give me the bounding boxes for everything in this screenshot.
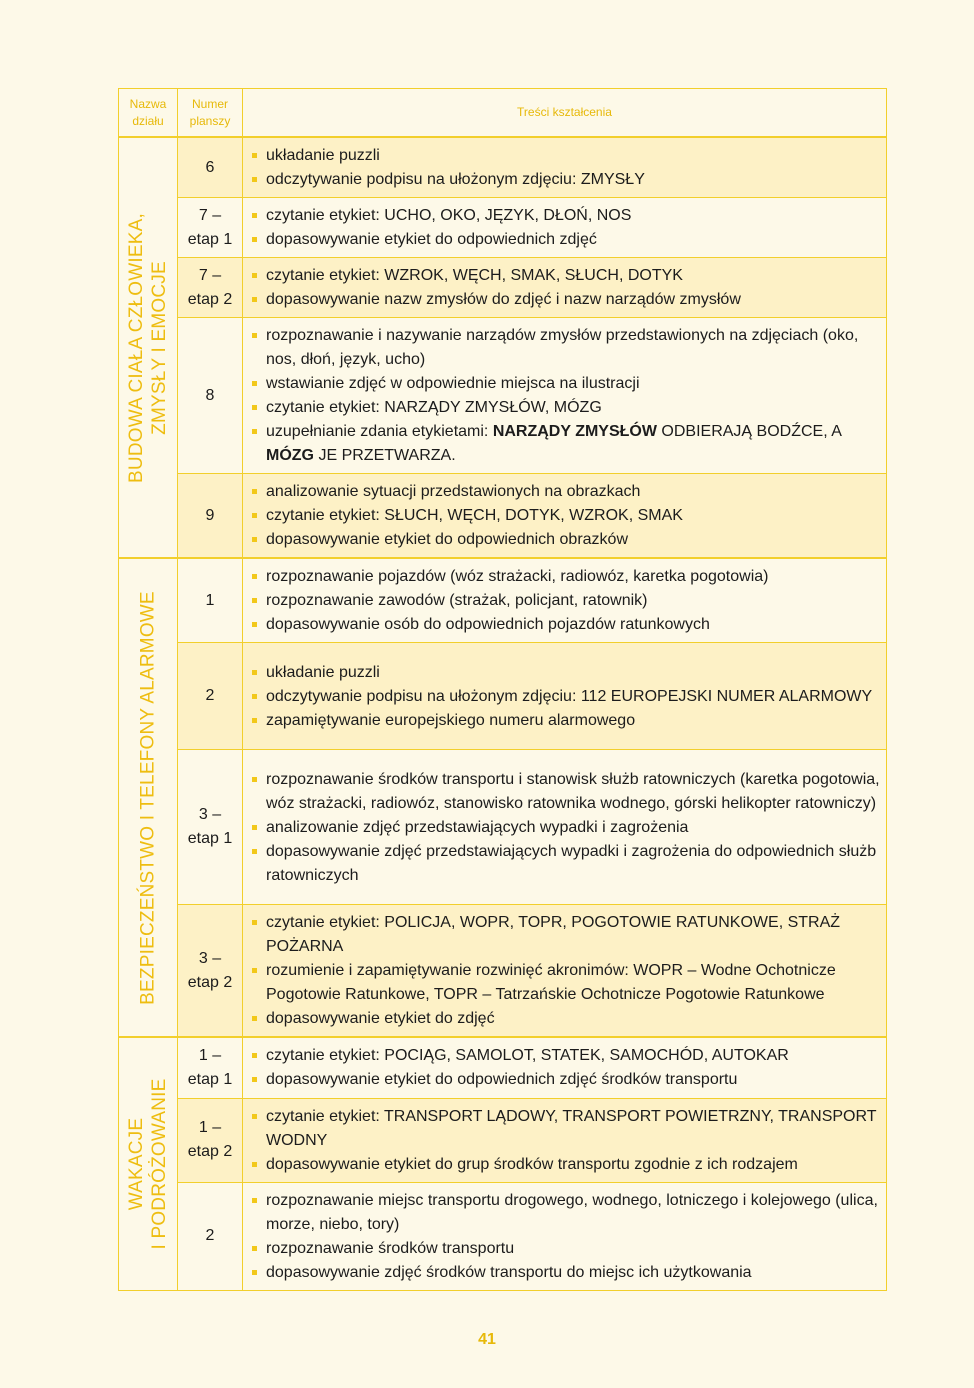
list-item: czytanie etykiet: POLICJA, WOPR, TOPR, POGOTOWIE RATUNKOWE, STRAŻ POŻARNA xyxy=(249,911,882,959)
list-item: wstawianie zdjęć w odpowiednie miejsca na ilustracji xyxy=(249,372,882,396)
list-item: rozpoznawanie zawodów (strażak, policjant, ratownik) xyxy=(249,589,882,613)
table-row xyxy=(119,905,887,1038)
board-number: 1 – etap 1 xyxy=(178,1037,243,1098)
header-content: Treści kształcenia xyxy=(243,89,887,138)
page-number: 41 xyxy=(478,1331,496,1348)
list-item: dopasowywanie etykiet do odpowiednich zdjęć środków transportu xyxy=(249,1068,882,1092)
content-cell xyxy=(243,258,887,318)
list-item: czytanie etykiet: WZROK, WĘCH, SMAK, SŁUCH, DOTYK xyxy=(249,264,882,288)
content-cell xyxy=(243,474,887,559)
table-row xyxy=(119,1098,887,1182)
list-item: rozpoznawanie środków transportu i stanowisk służb ratowniczych (karetka pogotowia, wóz strażacki, radiowóz, stanowisko ratownika wodnego, górski helikopter ratowniczy) xyxy=(249,768,882,816)
board-number: 1 xyxy=(178,558,243,643)
content-cell xyxy=(243,1037,887,1098)
list-item: rozumienie i zapamiętywanie rozwinięć akronimów: WOPR – Wodne Ochotnicze Pogotowie Ratunkowe, TOPR – Tatrzańskie Ochotnicze Pogotowie Ratunkowe xyxy=(249,959,882,1007)
list-item: dopasowywanie etykiet do grup środków transportu zgodnie z ich rodzajem xyxy=(249,1153,882,1177)
list-item: odczytywanie podpisu na ułożonym zdjęciu: ZMYSŁY xyxy=(249,168,882,192)
section-title: WAKACJE I PODRÓŻOWANIE xyxy=(126,1078,170,1250)
list-item: rozpoznawanie środków transportu xyxy=(249,1237,882,1261)
list-item: dopasowywanie nazw zmysłów do zdjęć i nazw narządów zmysłów xyxy=(249,288,882,312)
content-cell xyxy=(243,643,887,750)
board-number: 9 xyxy=(178,474,243,559)
list-item: odczytywanie podpisu na ułożonym zdjęciu: 112 EUROPEJSKI NUMER ALARMOWY xyxy=(249,685,882,709)
content-cell xyxy=(243,137,887,198)
list-item: analizowanie zdjęć przedstawiających wypadki i zagrożenia xyxy=(249,816,882,840)
section-label-cell xyxy=(119,137,178,558)
board-number: 6 xyxy=(178,137,243,198)
bold-label: MÓZG xyxy=(266,447,314,464)
table-row xyxy=(119,198,887,258)
board-number: 1 – etap 2 xyxy=(178,1098,243,1182)
content-cell xyxy=(243,198,887,258)
list-item: dopasowywanie etykiet do zdjęć xyxy=(249,1007,882,1031)
header-section-name: Nazwa działu xyxy=(119,89,178,138)
curriculum-table xyxy=(118,88,887,1291)
board-number: 7 – etap 1 xyxy=(178,198,243,258)
list-item: dopasowywanie zdjęć środków transportu do miejsc ich użytkowania xyxy=(249,1261,882,1285)
table-row xyxy=(119,643,887,750)
content-cell xyxy=(243,558,887,643)
section-title: BEZPIECZEŃSTWO I TELEFONY ALARMOWE xyxy=(137,590,159,1005)
list-item: czytanie etykiet: TRANSPORT LĄDOWY, TRANSPORT POWIETRZNY, TRANSPORT WODNY xyxy=(249,1105,882,1153)
board-number: 2 xyxy=(178,643,243,750)
list-item: układanie puzzli xyxy=(249,661,882,685)
list-item: rozpoznawanie i nazywanie narządów zmysłów przedstawionych na zdjęciach (oko, nos, dłoń, język, ucho) xyxy=(249,324,882,372)
table-row xyxy=(119,137,887,198)
list-item: czytanie etykiet: UCHO, OKO, JĘZYK, DŁOŃ, NOS xyxy=(249,204,882,228)
board-number: 3 – etap 2 xyxy=(178,905,243,1038)
list-item: czytanie etykiet: POCIĄG, SAMOLOT, STATEK, SAMOCHÓD, AUTOKAR xyxy=(249,1044,882,1068)
table-row xyxy=(119,258,887,318)
table-row xyxy=(119,1037,887,1098)
content-cell xyxy=(243,905,887,1038)
bold-label: NARZĄDY ZMYSŁÓW xyxy=(492,423,657,440)
list-item: rozpoznawanie pojazdów (wóz strażacki, radiowóz, karetka pogotowia) xyxy=(249,565,882,589)
list-item: dopasowywanie etykiet do odpowiednich zdjęć xyxy=(249,228,882,252)
board-number: 2 xyxy=(178,1182,243,1290)
board-number: 3 – etap 1 xyxy=(178,750,243,905)
header-board-number: Numer planszy xyxy=(178,89,243,138)
content-cell xyxy=(243,750,887,905)
section-title: BUDOWA CIAŁA CZŁOWIEKA, ZMYSŁY I EMOCJE xyxy=(126,212,170,483)
list-item: układanie puzzli xyxy=(249,144,882,168)
content-cell xyxy=(243,1098,887,1182)
list-item: dopasowywanie osób do odpowiednich pojazdów ratunkowych xyxy=(249,613,882,637)
list-item: dopasowywanie zdjęć przedstawiających wypadki i zagrożenia do odpowiednich służb ratowniczych xyxy=(249,840,882,888)
section-label-cell xyxy=(119,1037,178,1290)
list-item: czytanie etykiet: SŁUCH, WĘCH, DOTYK, WZROK, SMAK xyxy=(249,504,882,528)
table-row xyxy=(119,474,887,559)
list-item: analizowanie sytuacji przedstawionych na obrazkach xyxy=(249,480,882,504)
list-item: rozpoznawanie miejsc transportu drogowego, wodnego, lotniczego i kolejowego (ulica, morze, niebo, tory) xyxy=(249,1189,882,1237)
table-row xyxy=(119,750,887,905)
content-cell xyxy=(243,318,887,474)
board-number: 7 – etap 2 xyxy=(178,258,243,318)
header-row xyxy=(119,89,887,138)
table-row xyxy=(119,558,887,643)
list-item: dopasowywanie etykiet do odpowiednich obrazków xyxy=(249,528,882,552)
content-cell xyxy=(243,1182,887,1290)
board-number: 8 xyxy=(178,318,243,474)
list-item: zapamiętywanie europejskiego numeru alarmowego xyxy=(249,709,882,733)
table-row xyxy=(119,318,887,474)
section-label-cell xyxy=(119,558,178,1037)
list-item: uzupełnianie zdania etykietami: NARZĄDY ZMYSŁÓW ODBIERAJĄ BODŹCE, A MÓZG JE PRZETWARZA. xyxy=(249,420,882,468)
table-row xyxy=(119,1182,887,1290)
list-item: czytanie etykiet: NARZĄDY ZMYSŁÓW, MÓZG xyxy=(249,396,882,420)
